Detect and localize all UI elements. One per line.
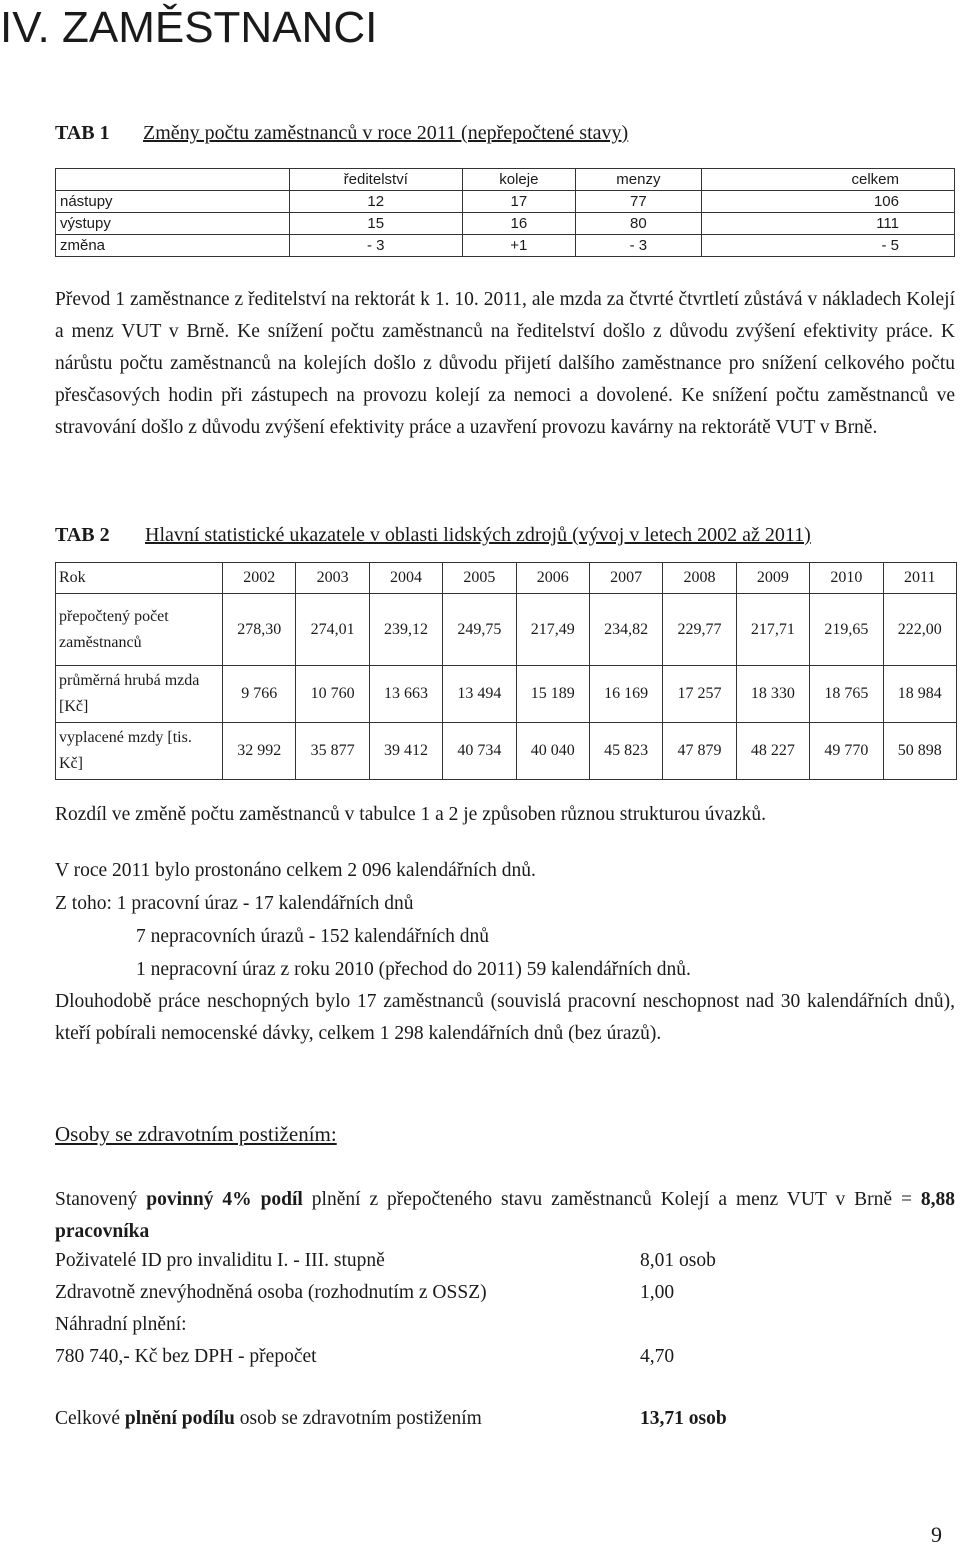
quota-emphasis: povinný 4% podíl — [146, 1189, 303, 1210]
sick-days-line: 1 nepracovní úraz z roku 2010 (přechod do 2011) 59 kalendářních dnů. — [136, 959, 691, 980]
table-cell: 217,71 — [736, 594, 809, 666]
quota-paragraph — [55, 1184, 955, 1248]
tab1-label: TAB 1 — [55, 122, 110, 144]
quota-text: plnění z přepočteného stavu zaměstnanců Kolejí a menz VUT v Brně = — [302, 1189, 921, 1210]
table-header-cell: ředitelství — [290, 169, 463, 191]
table-cell: 45 823 — [589, 723, 662, 780]
table-cell: - 3 — [290, 235, 463, 257]
table-row — [56, 723, 957, 780]
table-cell: 17 257 — [663, 666, 736, 723]
table-cell: 18 330 — [736, 666, 809, 723]
table-cell: 12 — [290, 191, 463, 213]
table-cell: 13 663 — [369, 666, 442, 723]
section-heading: IV. ZAMĚSTNANCI — [0, 3, 378, 52]
fulfilment-value: 8,01 osob — [640, 1250, 716, 1271]
table-cell: 35 877 — [296, 723, 369, 780]
table-header-cell: 2009 — [736, 563, 809, 594]
quota-result: 8,88 pracovníka — [55, 1189, 956, 1242]
total-emphasis: plnění podílu — [124, 1408, 235, 1429]
long-term-sick-paragraph: Dlouhodobě práce neschopných bylo 17 zaměstnanců (souvislá pracovní neschopnost nad 30 kalendářních dnů), kteří pobírali nemocenské dávky, celkem 1 298 kalendářních dnů (bez úrazů). — [55, 991, 955, 1044]
table-row — [56, 191, 955, 213]
tab1-commentary: Převod 1 zaměstnance z ředitelství na rektorát k 1. 10. 2011, ale mzda za čtvrté čtvrtletí zůstává v nákladech Kolejí a menz VUT v Brně. Ke snížení počtu zaměstnanců na ředitelství došlo z důvodu zvýšení efektivity práce. K nárůstu počtu zaměstnanců na kolejích došlo z důvodu přijetí dalšího zaměstnance pro snížení celkového počtu přesčasových hodin při zástupech na provozu kolejí za nemoci a dovolené. Ke snížení počtu zaměstnanců ve stravování došlo z důvodu zvýšení efektivity práce a uzavření provozu kavárny na rektorátě VUT v Brně. — [55, 289, 955, 438]
table-cell: 106 — [701, 191, 954, 213]
table-cell: 219,65 — [810, 594, 883, 666]
table-cell: 274,01 — [296, 594, 369, 666]
table-cell: 15 — [290, 213, 463, 235]
tab2-caption — [55, 524, 811, 547]
difference-note: Rozdíl ve změně počtu zaměstnanců v tabulce 1 a 2 je způsoben různou strukturou úvazků. — [55, 804, 766, 825]
table-row-label: vyplacené mzdy [tis. Kč] — [56, 723, 223, 780]
tab2-title: Hlavní statistické ukazatele v oblasti lidských zdrojů (vývoj v letech 2002 až 2011) — [145, 524, 811, 546]
table-cell: 32 992 — [223, 723, 296, 780]
fulfilment-label: Náhradní plnění: — [55, 1314, 187, 1335]
total-fulfilment-label — [55, 1408, 482, 1430]
table-cell: 15 189 — [516, 666, 589, 723]
fulfilment-value: 4,70 — [640, 1346, 675, 1367]
table-cell: - 3 — [576, 235, 701, 257]
table-cell: 17 — [462, 191, 576, 213]
table-header-cell: 2004 — [369, 563, 442, 594]
table-header-cell: 2010 — [810, 563, 883, 594]
page-number: 9 — [931, 1522, 942, 1547]
table-header-row — [56, 563, 957, 594]
table-cell: 10 760 — [296, 666, 369, 723]
table-header-row — [56, 169, 955, 191]
table-cell: výstupy — [56, 213, 290, 235]
table-header-cell — [56, 169, 290, 191]
table-cell: 40 040 — [516, 723, 589, 780]
table-header-cell: menzy — [576, 169, 701, 191]
sick-days-total: V roce 2011 bylo prostonáno celkem 2 096 kalendářních dnů. — [55, 860, 536, 881]
table-cell: 16 — [462, 213, 576, 235]
table-row-label: průměrná hrubá mzda [Kč] — [56, 666, 223, 723]
fulfilment-value: 1,00 — [640, 1282, 675, 1303]
table-cell: +1 — [462, 235, 576, 257]
table-row — [56, 235, 955, 257]
table-cell: 40 734 — [443, 723, 516, 780]
table-cell: 48 227 — [736, 723, 809, 780]
table-cell: 13 494 — [443, 666, 516, 723]
table-cell: 217,49 — [516, 594, 589, 666]
table-cell: 229,77 — [663, 594, 736, 666]
disabled-section-title: Osoby se zdravotním postižením: — [55, 1122, 337, 1146]
table-row — [56, 666, 957, 723]
table-cell: 77 — [576, 191, 701, 213]
table-cell: nástupy — [56, 191, 290, 213]
table-cell: 239,12 — [369, 594, 442, 666]
fulfilment-label: Zdravotně znevýhodněná osoba (rozhodnutím z OSSZ) — [55, 1282, 487, 1303]
table-cell: 9 766 — [223, 666, 296, 723]
table-cell: 234,82 — [589, 594, 662, 666]
table-header-cell: celkem — [701, 169, 954, 191]
table-cell: 111 — [701, 213, 954, 235]
table-header-cell: 2011 — [883, 563, 956, 594]
table-header-cell: Rok — [56, 563, 223, 594]
table-cell: 16 169 — [589, 666, 662, 723]
table-row — [56, 213, 955, 235]
table-header-cell: 2008 — [663, 563, 736, 594]
tab1-caption — [55, 122, 628, 145]
quota-text: Stanovený — [55, 1189, 147, 1210]
tab1-table — [55, 168, 955, 257]
table-cell: 278,30 — [223, 594, 296, 666]
sick-days-line: Z toho: 1 pracovní úraz - 17 kalendářních dnů — [55, 893, 414, 914]
table-cell: 80 — [576, 213, 701, 235]
table-cell: - 5 — [701, 235, 954, 257]
table-cell: 222,00 — [883, 594, 956, 666]
table-header-cell: koleje — [462, 169, 576, 191]
table-header-cell: 2003 — [296, 563, 369, 594]
table-cell: 50 898 — [883, 723, 956, 780]
table-header-cell: 2007 — [589, 563, 662, 594]
sick-days-line: 7 nepracovních úrazů - 152 kalendářních dnů — [136, 926, 490, 947]
table-cell: 18 765 — [810, 666, 883, 723]
table-cell: změna — [56, 235, 290, 257]
table-cell: 49 770 — [810, 723, 883, 780]
table-cell: 249,75 — [443, 594, 516, 666]
table-row-label: přepočtený počet zaměstnanců — [56, 594, 223, 666]
tab2-table — [55, 562, 957, 780]
tab1-title: Změny počtu zaměstnanců v roce 2011 (nepřepočtené stavy) — [143, 122, 629, 144]
table-cell: 18 984 — [883, 666, 956, 723]
total-fulfilment-value: 13,71 osob — [640, 1408, 727, 1429]
table-cell: 39 412 — [369, 723, 442, 780]
total-text: Celkové — [55, 1408, 125, 1429]
table-row — [56, 594, 957, 666]
total-text: osob se zdravotním postižením — [234, 1408, 482, 1429]
table-cell: 47 879 — [663, 723, 736, 780]
tab2-label: TAB 2 — [55, 524, 110, 546]
table-header-cell: 2006 — [516, 563, 589, 594]
table-header-cell: 2002 — [223, 563, 296, 594]
fulfilment-label: Poživatelé ID pro invaliditu I. - III. stupně — [55, 1250, 385, 1271]
fulfilment-label: 780 740,- Kč bez DPH - přepočet — [55, 1346, 317, 1367]
table-header-cell: 2005 — [443, 563, 516, 594]
